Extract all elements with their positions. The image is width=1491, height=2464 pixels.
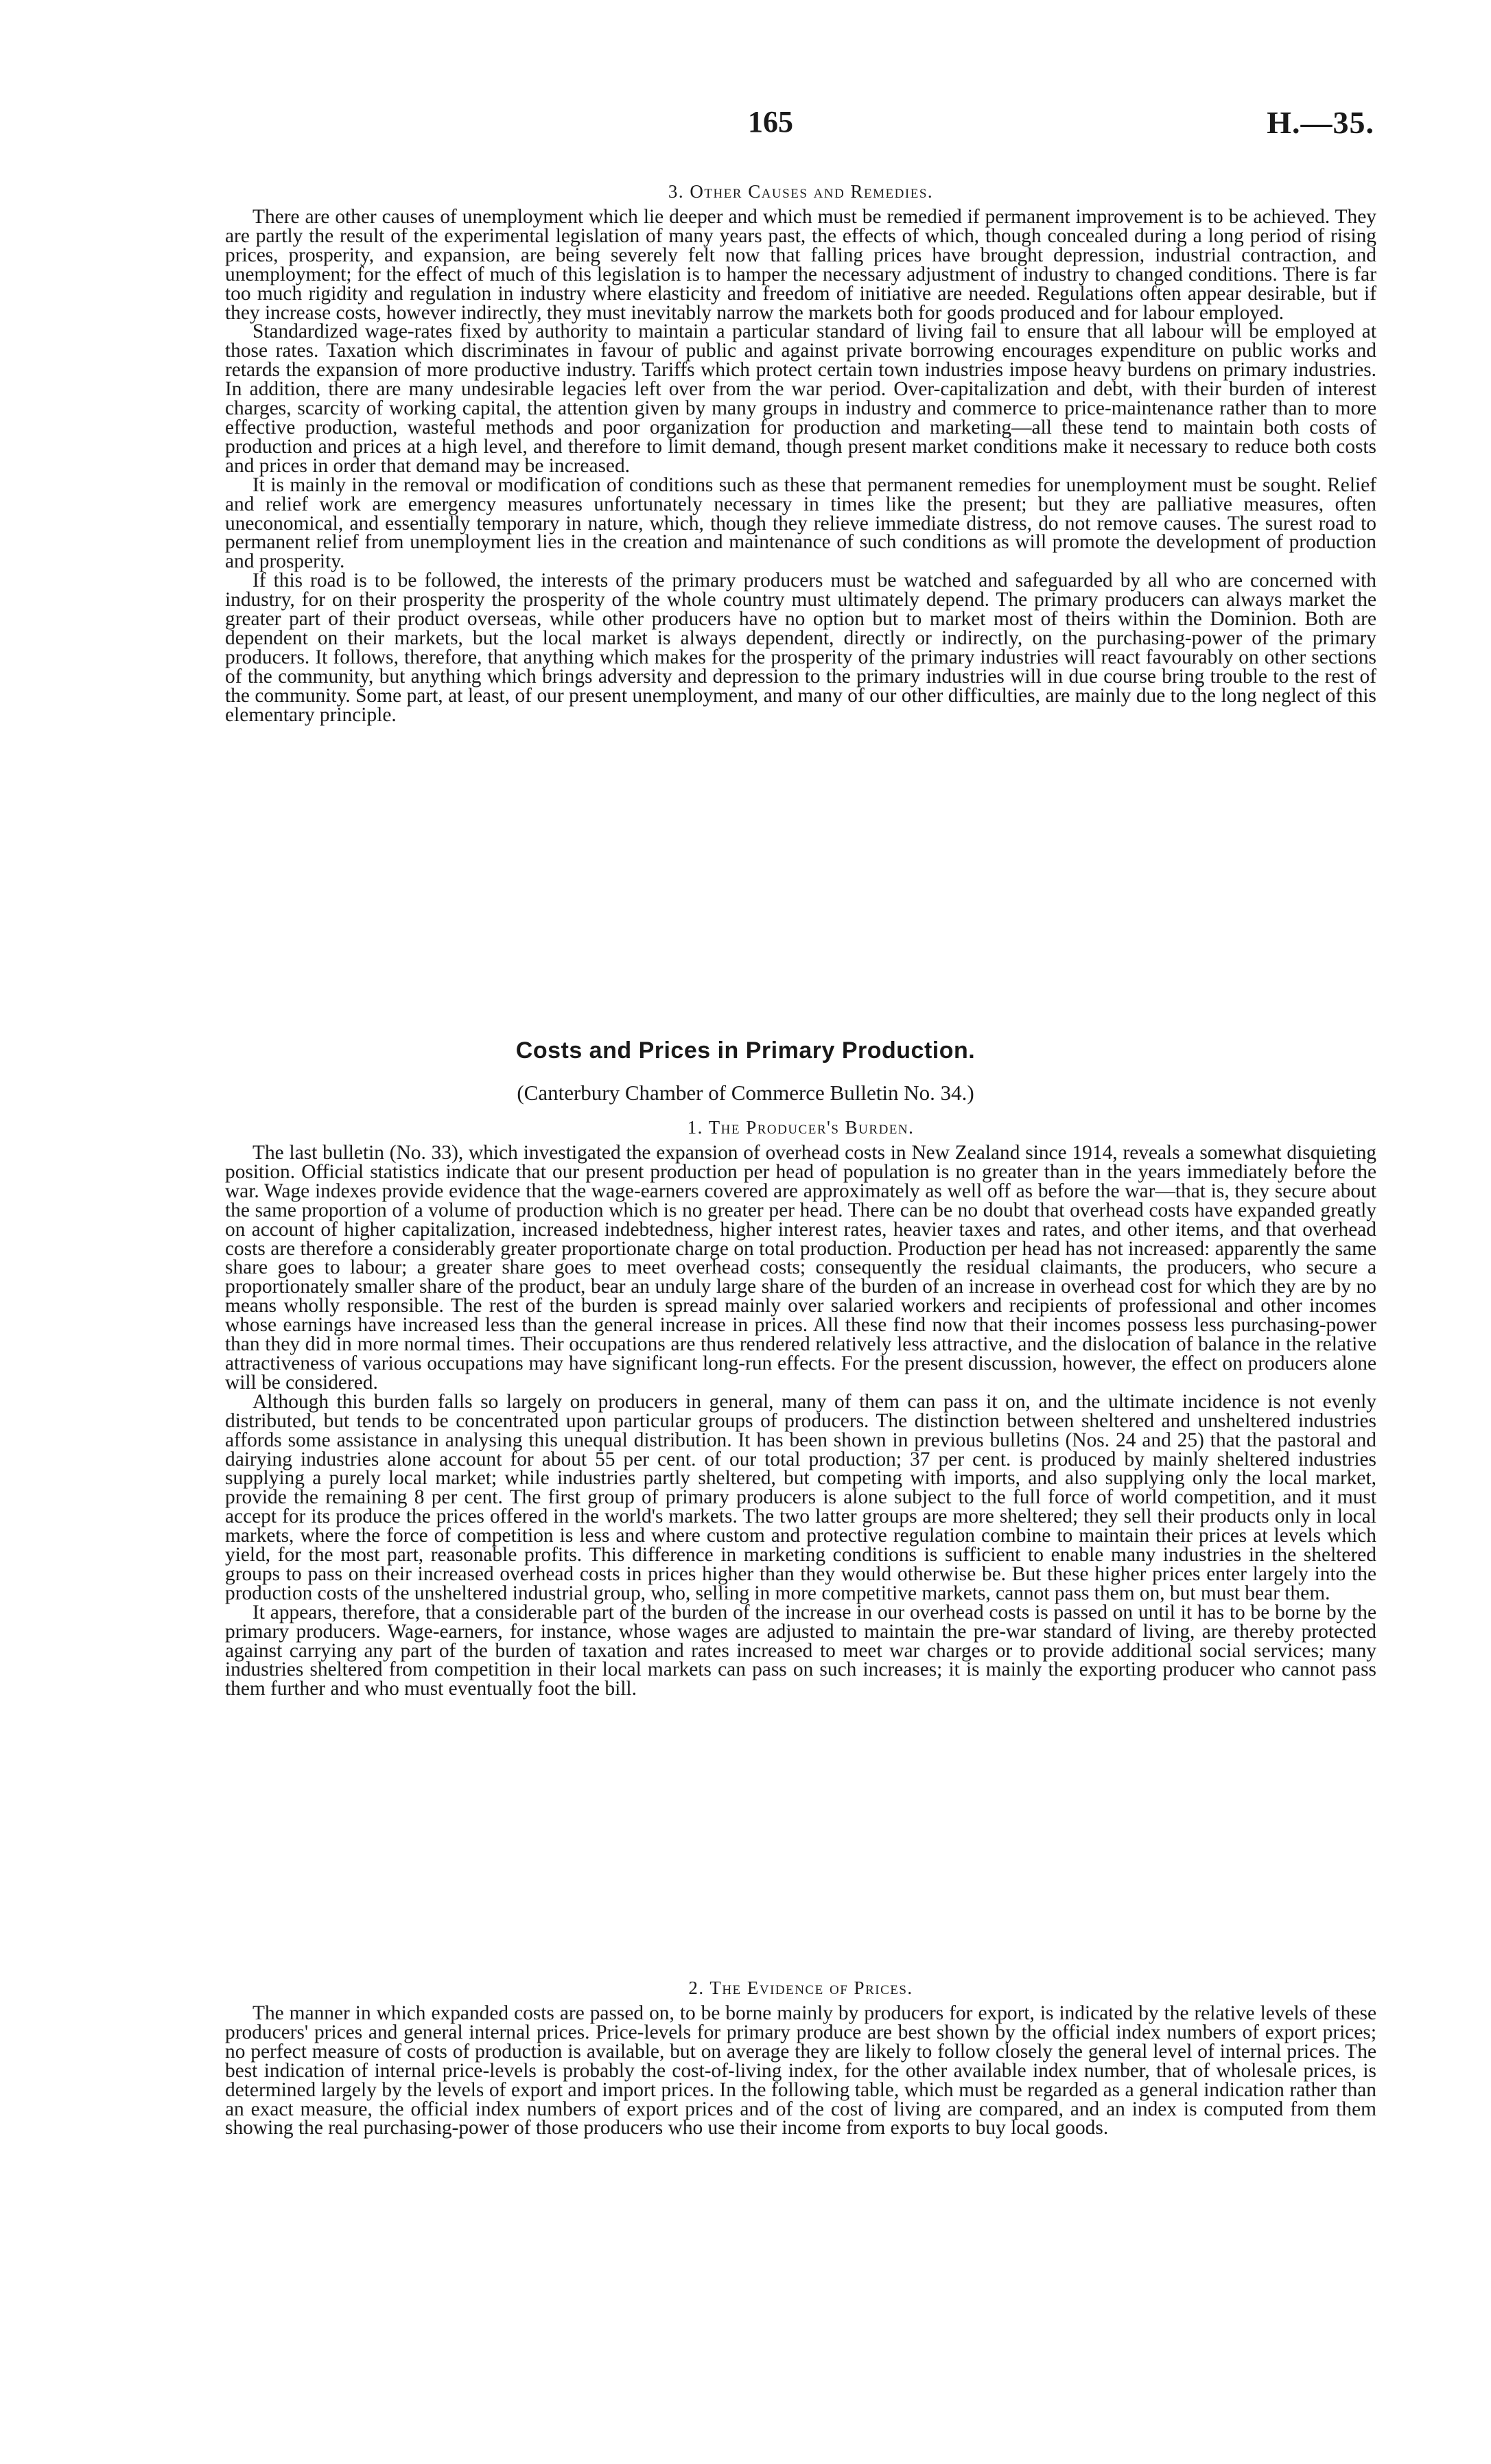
paragraph: If this road is to be followed, the interests of the primary producers must be watched and safeguarded by all who are concerned with industry, for on their prosperity the prosperity of the whole country must ultimately depend. The primary producers can always market the greater part of their product overseas, while other producers have no option but to market most of theirs within the Dominion. Both are dependent on their markets, but the local market is always dependent, directly or indirectly, on the purchasing-power of the primary producers. It follows, therefore, that anything which makes for the prosperity of the primary industries will react favourably on other sections of the community, but anything which brings adversity and depression to the primary industries will in due course bring trouble to the rest of the community. Some part, at least, of our present unemployment, and many of our other difficulties, are mainly due to the long neglect of this elementary principle. <box>225 570 1376 726</box>
paragraph: It is mainly in the removal or modification of conditions such as these that permanent remedies for unemployment must be sought. Relief and relief work are emergency measures unfortunately necessary in times like the present; but they are palliative measures, often uneconomical, and essentially temporary in nature, which, though they relieve immediate distress, do not remove causes. The surest road to permanent relief from unemployment lies in the creation and maintenance of such conditions as will promote the development of production and prosperity. <box>225 473 1376 573</box>
paragraph: The last bulletin (No. 33), which investigated the expansion of overhead costs in New Zealand since 1914, reveals a somewhat disquieting position. Official statistics indicate that our present production per head of population is no greater than in the years immediately before the war. Wage indexes provide evidence that the wage-earners covered are approximately as well off as before the war—that is, they secure about the same proportion of a volume of production which is no greater per head. There can be no doubt that overhead costs have expanded greatly on account of higher capitalization, increased indebtedness, higher interest rates, heavier taxes and rates, and other items, and that overhead costs are therefore a considerably greater proportionate charge on total production. Production per head has not increased: apparently the same share goes to labour; a greater share goes to meet overhead costs; consequently the residual claimants, the producers, who secure a proportionately smaller share of the product, bear an unduly large share of the burden of an increase in overhead cost for which they are by no means wholly responsible. The rest of the burden is spread mainly over salaried workers and recipients of professional and other incomes whose earnings have increased less than the general increase in prices. All these find now that their incomes possess less purchasing-power than they did in more normal times. Their occupations are thus rendered relatively less attractive, and the dislocation of balance in the relative attractiveness of various occupations may have significant long-run effects. For the present discussion, however, the effect on producers alone will be considered. <box>225 1142 1376 1394</box>
paragraph: Although this burden falls so largely on producers in general, many of them can pass it on, and the ultimate incidence is not evenly distributed, but tends to be concentrated upon particular groups of producers. The distinction between sheltered and unsheltered industries affords some assistance in analysing this unequal distribution. It has been shown in previous bulletins (Nos. 24 and 25) that the pastoral and dairying industries alone account for about 55 per cent. of our total production; 37 per cent. is produced by mainly sheltered industries supplying a purely local market; while industries partly sheltered, but competing with imports, and also supplying only the local market, provide the remaining 8 per cent. The first group of primary producers is alone subject to the full force of world competition, and it must accept for its produce the prices offered in the world's markets. The two latter groups are more sheltered; they sell their products only in local markets, where the force of competition is less and where custom and protective regulation combine to maintain their prices at levels which yield, for the most part, reasonable profits. This difference in marketing conditions is sufficient to enable many industries in the sheltered groups to pass on their increased overhead costs in prices higher than they would otherwise be. But these higher prices enter largely into the production costs of the unsheltered industrial group, who, selling in more competitive markets, cannot pass them on, but must bear them. <box>225 1390 1376 1604</box>
document-code: H.—35. <box>1267 105 1374 140</box>
section-heading: 1. The Producer's Burden. <box>687 1117 915 1138</box>
paragraph: It appears, therefore, that a considerable part of the burden of the increase in our overhead costs is passed on until it has to be borne by the primary producers. Wage-earners, for instance, whose wages are adjusted to maintain the pre-war standard of living, are thereby protected against carrying any part of the burden of taxation and rates increased to meet war charges or to provide additional social services; many industries sheltered from competition in their local markets can pass on such increases; it is mainly the exporting producer who cannot pass them further and who must eventually foot the bill. <box>225 1601 1376 1700</box>
paragraph: The manner in which expanded costs are passed on, to be borne mainly by producers for export, is indicated by the relative levels of these producers' prices and general internal prices. Price-levels for primary produce are best shown by the official index numbers of export prices; no perfect measure of costs of production is available, but on average they are likely to follow closely the general level of internal prices. The best indication of internal price-levels is probably the cost-of-living index, for the other available index number, that of wholesale prices, is determined largely by the levels of export and import prices. In the following table, which must be regarded as a general indication rather than an exact measure, the official index numbers of export prices and of the cost of living are compared, and an index is computed from them showing the real purchasing-power of those producers who use their income from exports to buy local goods. <box>225 2002 1376 2139</box>
section-other-causes <box>225 181 1376 725</box>
paragraph: There are other causes of unemployment which lie deeper and which must be remedied if permanent improvement is to be achieved. They are partly the result of the experimental legislation of many years past, the effects of which, though concealed during a long period of rising prices, prosperity, and expansion, are being severely felt now that falling prices have brought depression, industrial contraction, and unemployment; for the effect of much of this legislation is to hamper the necessary adjustment of industry to changed conditions. There is far too much rigidity and regulation in industry where elasticity and freedom of initiative are needed. Regulations often appear desirable, but if they increase costs, however indirectly, they must inevitably narrow the markets both for goods produced and for labour employed. <box>225 206 1376 324</box>
page-header <box>0 104 1491 145</box>
section-heading: 2. The Evidence of Prices. <box>688 1978 913 1998</box>
article-title: Costs and Prices in Primary Production. <box>515 1037 976 1064</box>
section-evidence-prices <box>225 1978 1376 2138</box>
section-heading: 3. Other Causes and Remedies. <box>668 181 934 202</box>
article-subtitle: (Canterbury Chamber of Commerce Bulletin No. 34.) <box>517 1081 974 1105</box>
page-number: 165 <box>748 105 793 139</box>
paragraph: Standardized wage-rates fixed by authority to maintain a particular standard of living fail to ensure that all labour will be employed at those rates. Taxation which discriminates in favour of public and against private borrowing encourages expenditure on public works and retards the expansion of more productive industry. Tariffs which protect certain town industries impose heavy burdens on primary industries. In addition, there are many undesirable legacies left over from the war period. Over-capitalization and debt, with their burden of interest charges, scarcity of working capital, the attention given by many groups in industry and commerce to price-maintenance rather than to more effective production, wasteful methods and poor organization for production and marketing—all these tend to maintain both costs of production and prices at a high level, and therefore to limit demand, though present market conditions make it necessary to reduce both costs and prices in order that demand may be increased. <box>225 320 1376 477</box>
section-producers-burden <box>225 1117 1376 1699</box>
